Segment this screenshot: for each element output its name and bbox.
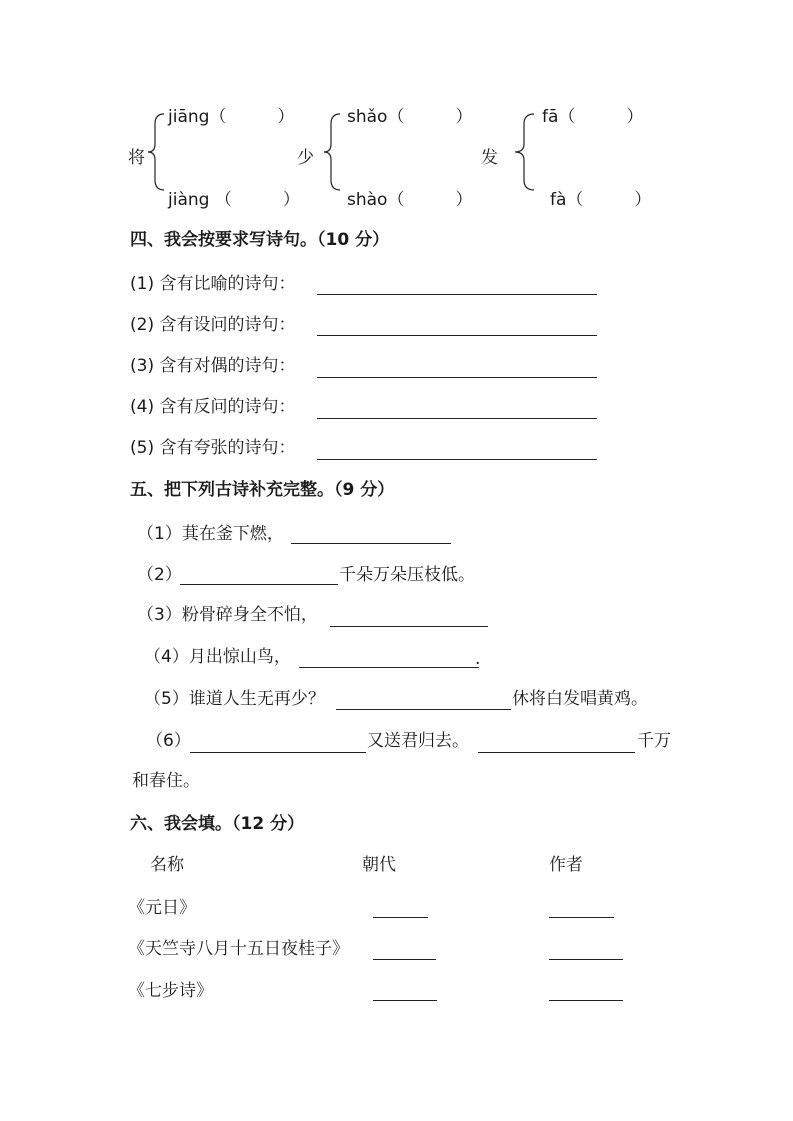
dynasty-blank[interactable] [373, 917, 428, 918]
poem-line-mid: 又送君归去。 [367, 731, 469, 751]
dynasty-blank[interactable] [373, 959, 436, 960]
poem-line-suffix: 休将白发唱黄鸡。 [512, 689, 648, 709]
poem-title: 《元日》 [128, 898, 196, 918]
poem-title: 《天竺寺八月十五日夜桂子》 [128, 939, 349, 959]
author-blank[interactable] [549, 1000, 623, 1001]
poem-line-suffix: 千万 [637, 731, 671, 751]
pinyin-bottom: jiàng （ ） [168, 190, 300, 210]
poem-line-prefix: （3）粉骨碎身全不怕， [137, 605, 318, 625]
question-label: (3) 含有对偶的诗句： [130, 356, 296, 376]
section-title: 四、我会按要求写诗句。（10 分） [130, 230, 390, 250]
question-label: (2) 含有设问的诗句： [130, 315, 296, 335]
poem-blank[interactable] [299, 667, 479, 668]
poem-blank[interactable] [180, 584, 338, 585]
poem-line-prefix: （6） [146, 731, 191, 751]
column-header-dynasty: 朝代 [362, 855, 396, 875]
poem-line-prefix: （5）谁道人生无再少？ [144, 689, 325, 709]
column-header-name: 名称 [150, 855, 184, 875]
poem-blank[interactable] [190, 752, 366, 753]
pinyin-bottom: fà（ ） [550, 190, 652, 210]
poem-line-suffix: 千朵万朵压枝低。 [339, 565, 475, 585]
poem-blank[interactable] [330, 626, 488, 627]
section-title: 六、我会填。（12 分） [130, 814, 305, 834]
poem-line-continuation: 和春住。 [132, 771, 200, 791]
poem-line-suffix: . [475, 649, 481, 669]
polyphone-char: 少 [297, 148, 314, 168]
poem-line-prefix: （2） [137, 565, 182, 585]
poem-blank[interactable] [478, 752, 635, 753]
poem-line-prefix: （1）萁在釜下燃， [137, 524, 284, 544]
pinyin-top: fā（ ） [542, 107, 644, 127]
poem-blank[interactable] [291, 543, 451, 544]
answer-line[interactable] [317, 459, 597, 460]
left-brace-icon [322, 112, 342, 192]
answer-line[interactable] [317, 377, 597, 378]
polyphone-char: 将 [128, 148, 145, 168]
left-brace-icon [512, 112, 536, 192]
answer-line[interactable] [317, 418, 597, 419]
answer-line[interactable] [317, 294, 597, 295]
question-label: (5) 含有夸张的诗句： [130, 438, 296, 458]
poem-line-prefix: （4）月出惊山鸟， [144, 647, 291, 667]
author-blank[interactable] [549, 917, 614, 918]
poem-blank[interactable] [336, 709, 511, 710]
question-label: (4) 含有反问的诗句： [130, 397, 296, 417]
dynasty-blank[interactable] [373, 1000, 437, 1001]
section-title: 五、把下列古诗补充完整。（9 分） [130, 480, 395, 500]
answer-line[interactable] [317, 335, 597, 336]
pinyin-bottom: shào（ ） [347, 190, 473, 210]
pinyin-top: shǎo（ ） [347, 107, 473, 127]
poem-title: 《七步诗》 [128, 981, 213, 1001]
author-blank[interactable] [549, 959, 623, 960]
polyphone-char: 发 [481, 148, 498, 168]
question-label: (1) 含有比喻的诗句： [130, 274, 296, 294]
left-brace-icon [146, 112, 166, 192]
column-header-author: 作者 [549, 855, 583, 875]
pinyin-top: jiāng（ ） [168, 107, 295, 127]
